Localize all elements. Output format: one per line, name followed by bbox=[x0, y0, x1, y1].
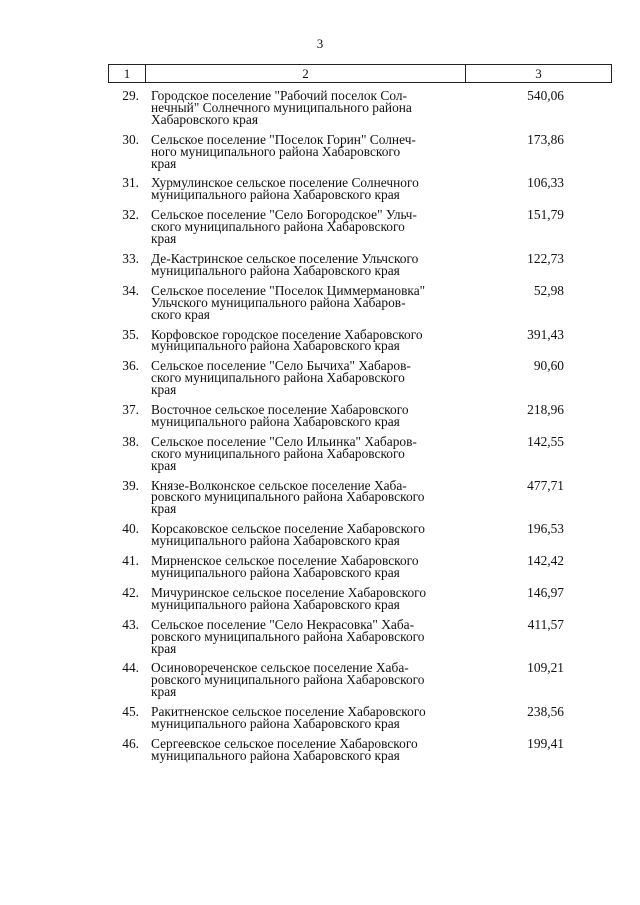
row-text-line: Корфовское городское поселение Хабаровского bbox=[151, 326, 423, 342]
row-text-line: муниципального района Хабаровского края bbox=[151, 338, 400, 354]
row-value: 477,71 bbox=[527, 477, 564, 493]
row-value: 142,55 bbox=[527, 433, 564, 449]
row-value: 218,96 bbox=[527, 402, 564, 418]
row-number: 30. bbox=[122, 131, 139, 147]
row-text-line: ского края bbox=[151, 306, 210, 322]
row-value: 391,43 bbox=[527, 326, 564, 342]
row-text-line: Восточное сельское поселение Хабаровского bbox=[151, 402, 409, 418]
row-text-line: Сельское поселение "Село Богородское" Ульч- bbox=[151, 207, 417, 223]
row-settlement-name bbox=[151, 360, 473, 396]
row-value: 173,86 bbox=[527, 131, 564, 147]
row-text-line: муниципального района Хабаровского края bbox=[151, 565, 400, 580]
table-row bbox=[108, 131, 611, 171]
row-number: 41. bbox=[122, 553, 139, 569]
row-text-line: муниципального района Хабаровского края bbox=[151, 747, 400, 763]
row-text-line: Ракитненское сельское поселение Хабаровского bbox=[151, 704, 426, 720]
row-text-line: Сельское поселение "Поселок Циммермановка" bbox=[151, 282, 426, 298]
row-settlement-name bbox=[151, 90, 473, 126]
row-number: 43. bbox=[122, 616, 139, 632]
row-value: 90,60 bbox=[533, 358, 564, 374]
row-text-line: Мирненское сельское поселение Хабаровского bbox=[151, 553, 419, 569]
table-row bbox=[108, 662, 611, 698]
row-text-line: края bbox=[151, 640, 177, 656]
row-value: 540,06 bbox=[527, 88, 564, 103]
table-row bbox=[108, 209, 611, 245]
row-number: 45. bbox=[122, 704, 139, 720]
row-number: 34. bbox=[122, 282, 139, 298]
row-settlement-name bbox=[151, 250, 473, 278]
table-row bbox=[108, 177, 611, 201]
table-row bbox=[108, 250, 611, 278]
row-settlement-name bbox=[151, 523, 473, 547]
row-value: 146,97 bbox=[527, 584, 564, 600]
row-number: 29. bbox=[122, 88, 139, 103]
row-value: 411,57 bbox=[527, 616, 564, 632]
table-header bbox=[108, 64, 612, 83]
table-row bbox=[108, 360, 611, 396]
table-row bbox=[108, 616, 611, 656]
row-settlement-name bbox=[151, 662, 473, 698]
row-number: 44. bbox=[122, 660, 139, 676]
table-row bbox=[108, 282, 611, 322]
row-text-line: края bbox=[151, 382, 177, 398]
row-value: 142,42 bbox=[527, 553, 564, 569]
row-text-line: Де-Кастринское сельское поселение Ульчского bbox=[151, 250, 419, 266]
row-value: 151,79 bbox=[527, 207, 564, 223]
row-text-line: муниципального района Хабаровского края bbox=[151, 533, 400, 549]
row-value: 196,53 bbox=[527, 521, 564, 537]
row-value: 199,41 bbox=[527, 735, 564, 751]
row-text-line: края bbox=[151, 155, 177, 171]
row-number: 40. bbox=[122, 521, 139, 537]
row-value: 106,33 bbox=[527, 175, 564, 191]
row-settlement-name bbox=[151, 706, 473, 730]
row-settlement-name bbox=[151, 282, 473, 322]
row-number: 39. bbox=[122, 477, 139, 493]
row-settlement-name bbox=[151, 404, 473, 428]
row-text-line: Хурмулинское сельское поселение Солнечного bbox=[151, 175, 419, 191]
row-text-line: нечный" Солнечного муниципального района bbox=[151, 99, 412, 115]
row-text-line: Князе-Волконское сельское поселение Хаба- bbox=[151, 477, 407, 493]
row-text-line: Городское поселение "Рабочий поселок Сол- bbox=[151, 88, 407, 103]
row-text-line: ровского муниципального района Хабаровского bbox=[151, 489, 425, 505]
row-settlement-name bbox=[151, 584, 473, 612]
page-number: 3 bbox=[316, 36, 324, 51]
row-number: 31. bbox=[122, 175, 139, 191]
row-settlement-name bbox=[151, 326, 473, 354]
row-text-line: Сергеевское сельское поселение Хабаровского bbox=[151, 735, 418, 751]
row-text-line: края bbox=[151, 231, 177, 247]
row-settlement-name bbox=[151, 209, 473, 245]
row-number: 38. bbox=[122, 433, 139, 449]
table-row bbox=[108, 584, 611, 612]
table-body bbox=[108, 90, 611, 770]
row-number: 33. bbox=[122, 250, 139, 266]
table-row bbox=[108, 706, 611, 730]
row-number: 42. bbox=[122, 584, 139, 600]
row-settlement-name bbox=[151, 616, 473, 656]
row-text-line: муниципального района Хабаровского края bbox=[151, 187, 400, 203]
row-text-line: ровского муниципального района Хабаровского bbox=[151, 628, 425, 644]
row-text-line: Сельское поселение "Село Некрасовка" Хаба- bbox=[151, 616, 415, 632]
row-settlement-name bbox=[151, 735, 473, 763]
row-text-line: края bbox=[151, 684, 177, 700]
row-value: 122,73 bbox=[527, 250, 564, 266]
row-number: 32. bbox=[122, 207, 139, 223]
row-settlement-name bbox=[151, 131, 473, 171]
row-settlement-name bbox=[151, 433, 473, 473]
row-text-line: ного муниципального района Хабаровского bbox=[151, 143, 401, 159]
table-row bbox=[108, 404, 611, 428]
table-row bbox=[108, 735, 611, 763]
header-col-3: 3 bbox=[466, 65, 612, 83]
row-text-line: Осиновореченское сельское поселение Хаба- bbox=[151, 660, 409, 676]
table-row bbox=[108, 523, 611, 547]
row-settlement-name bbox=[151, 555, 473, 579]
header-col-2: 2 bbox=[146, 65, 466, 83]
table-row bbox=[108, 433, 611, 473]
row-text-line: Хабаровского края bbox=[151, 111, 258, 127]
row-value: 109,21 bbox=[527, 660, 564, 676]
table-row bbox=[108, 555, 611, 579]
row-text-line: Корсаковское сельское поселение Хабаровского bbox=[151, 521, 425, 537]
row-number: 35. bbox=[122, 326, 139, 342]
row-value: 238,56 bbox=[527, 704, 564, 720]
row-text-line: муниципального района Хабаровского края bbox=[151, 413, 400, 429]
row-text-line: Сельское поселение "Поселок Горин" Солнеч- bbox=[151, 131, 416, 147]
row-settlement-name bbox=[151, 477, 473, 517]
row-text-line: ского муниципального района Хабаровского bbox=[151, 370, 405, 386]
header-col-1: 1 bbox=[109, 65, 146, 83]
row-number: 36. bbox=[122, 358, 139, 374]
row-text-line: Ульчского муниципального района Хабаров- bbox=[151, 294, 406, 310]
table-row bbox=[108, 90, 611, 126]
row-number: 37. bbox=[122, 402, 139, 418]
table-row bbox=[108, 477, 611, 517]
row-text-line: ровского муниципального района Хабаровского bbox=[151, 672, 425, 688]
row-text-line: края bbox=[151, 501, 177, 517]
table-row bbox=[108, 326, 611, 354]
row-text-line: муниципального района Хабаровского края bbox=[151, 262, 400, 278]
row-text-line: муниципального района Хабаровского края bbox=[151, 596, 400, 612]
row-text-line: ского муниципального района Хабаровского bbox=[151, 445, 405, 461]
row-settlement-name bbox=[151, 177, 473, 201]
row-number: 46. bbox=[122, 735, 139, 751]
row-text-line: Мичуринское сельское поселение Хабаровского bbox=[151, 584, 427, 600]
row-text-line: края bbox=[151, 457, 177, 473]
row-text-line: Сельское поселение "Село Бычиха" Хабаров- bbox=[151, 358, 411, 374]
row-value: 52,98 bbox=[533, 282, 564, 298]
row-text-line: ского муниципального района Хабаровского bbox=[151, 219, 405, 235]
row-text-line: Сельское поселение "Село Ильинка" Хабаров- bbox=[151, 433, 417, 449]
row-text-line: муниципального района Хабаровского края bbox=[151, 716, 400, 732]
